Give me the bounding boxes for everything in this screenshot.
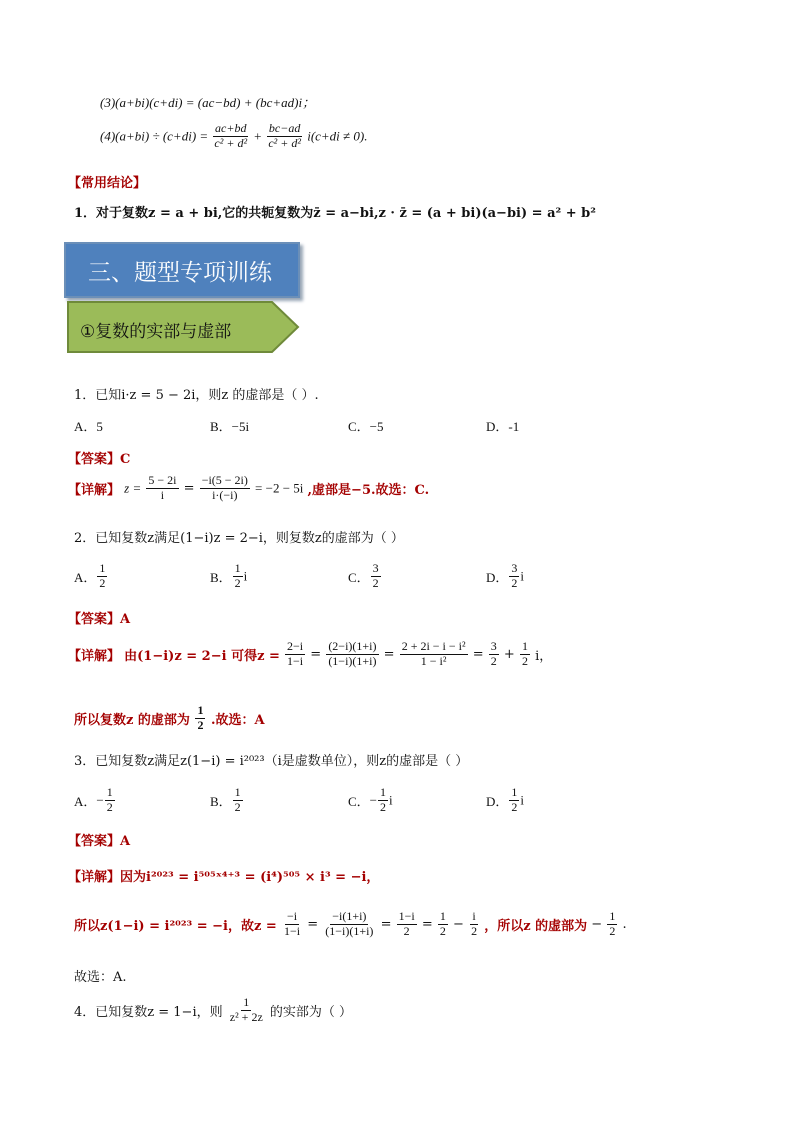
fraction-denominator: c² + d² <box>268 135 301 150</box>
fraction-denominator: 2 <box>609 923 616 938</box>
fraction-denominator: z² + 2z <box>229 1009 263 1024</box>
fraction-denominator: 1−i <box>283 923 301 938</box>
question-1-stem: 1．已知i·z = 5 − 2i，则z 的虚部是（ ）. <box>74 388 319 403</box>
q3-option-a <box>74 786 116 815</box>
detail-fraction-5 <box>469 910 479 939</box>
option-fraction <box>105 786 115 815</box>
option-fraction <box>233 786 243 815</box>
option-letter: A． <box>74 793 97 809</box>
fraction-denominator: 2 <box>511 575 518 590</box>
option-suffix: i <box>520 568 525 584</box>
fraction-denominator: 2 <box>471 923 478 938</box>
detail-fraction-2 <box>200 474 250 503</box>
detail-fraction-3 <box>400 640 468 669</box>
detail-label: 【详解】 <box>68 870 121 885</box>
fraction-numerator: 1−i <box>398 909 415 923</box>
formula-4-prefix: (4)(a+bi) ÷ (c+di) = <box>100 128 209 144</box>
option-letter: B． <box>210 793 232 809</box>
q2-option-c <box>348 562 382 591</box>
equals-sign: = <box>183 480 195 496</box>
q1-option-d: D．-1 <box>486 419 520 434</box>
q4-stem-suffix: 的实部为（ ） <box>269 1004 353 1020</box>
fraction-denominator: 2 <box>372 575 379 590</box>
minus-sign: − <box>591 916 603 932</box>
sub-banner-title: ①复数的实部与虚部 <box>80 322 232 342</box>
fraction-numerator: 3 <box>511 561 518 575</box>
detail-fraction-6 <box>607 910 617 939</box>
detail-fraction-5 <box>520 640 530 669</box>
fraction-denominator: (1−i)(1+i) <box>325 923 374 938</box>
fraction-numerator: 1 <box>106 785 113 799</box>
question-4-stem <box>74 996 352 1025</box>
answer-label: 【答案】 <box>68 834 121 849</box>
fraction-denominator: 2 <box>511 799 518 814</box>
formula-4-fraction-2 <box>266 122 303 151</box>
fraction-denominator: c² + d² <box>214 135 248 150</box>
option-letter: A． <box>74 569 97 585</box>
detail-fraction-4 <box>489 640 499 669</box>
equals-sign: = <box>307 916 319 932</box>
answer-label: 【答案】 <box>68 612 121 627</box>
answer-value: A <box>120 834 131 849</box>
detail-result: = −2 − 5i <box>255 480 304 496</box>
fraction-numerator: −i(1+i) <box>332 909 367 923</box>
fraction-numerator: −i(5 − 2i) <box>201 473 248 487</box>
q1-option-b: B．−5i <box>210 419 250 434</box>
detail-label: 【详解】 <box>68 648 121 664</box>
formula-4 <box>100 122 368 151</box>
fraction-numerator: 1 <box>609 909 616 923</box>
option-sign: − <box>369 792 378 808</box>
fraction-numerator: 1 <box>234 785 241 799</box>
fraction-numerator: 1 <box>234 561 241 575</box>
equals-sign: = <box>383 646 395 662</box>
fraction-numerator: 1 <box>197 703 204 717</box>
fraction-numerator: 5 − 2i <box>148 473 177 487</box>
conclusion-heading: 【常用结论】 <box>68 176 147 191</box>
option-letter: B． <box>210 569 232 585</box>
minus-sign: − <box>453 916 464 932</box>
fraction-numerator: −i <box>286 909 298 923</box>
q2-option-b <box>210 562 247 591</box>
option-suffix: i <box>243 568 248 584</box>
fraction-numerator: 1 <box>99 561 106 575</box>
formula-4-suffix: i(c+di ≠ 0). <box>307 128 368 144</box>
fraction-numerator: 1 <box>380 785 387 799</box>
q3-answer <box>68 830 130 849</box>
equals-sign: = <box>421 916 433 932</box>
conclusion-item-1: 1．对于复数z = a + bi,它的共轭复数为z̄ = a−bi,z · z̄ = (a + bi)(a−bi) = a² + b² <box>74 206 596 221</box>
q2-detail <box>68 640 552 669</box>
detail-end: i， <box>535 648 553 664</box>
fraction-numerator: 1 <box>511 785 518 799</box>
fraction-denominator: 2 <box>521 653 528 668</box>
fraction-numerator: i <box>472 909 476 923</box>
fraction-denominator: 1−i <box>287 653 304 668</box>
q1-answer <box>68 448 130 467</box>
option-letter: D． <box>486 793 509 809</box>
option-fraction <box>233 562 243 591</box>
fraction-numerator: 3 <box>490 639 497 653</box>
detail-conclusion: ,虚部是−5.故选：C. <box>307 482 430 498</box>
detail-fraction-2 <box>323 910 375 939</box>
answer-value: A <box>120 612 131 627</box>
option-suffix: i <box>389 792 393 808</box>
q1-option-c: C．−5 <box>348 419 384 434</box>
section-banner <box>64 242 300 298</box>
equals-sign: = <box>310 646 322 662</box>
option-fraction <box>509 562 519 591</box>
detail-line2-a: 所以z(1−i) = i²⁰²³ = −i，故z = <box>74 918 277 934</box>
period: . <box>622 916 627 932</box>
option-letter: D． <box>486 569 509 585</box>
fraction-denominator: 2 <box>106 799 113 814</box>
detail-z: z = <box>124 480 142 496</box>
fraction-numerator: 3 <box>372 561 379 575</box>
fraction-denominator: 2 <box>403 923 410 938</box>
plus-sign: + <box>253 128 263 144</box>
fraction-denominator: i <box>160 487 165 502</box>
fraction-denominator: 2 <box>234 575 241 590</box>
fraction-numerator: 1 <box>439 909 446 923</box>
fraction-numerator: 2−i <box>287 639 304 653</box>
fraction-numerator: 1 <box>521 639 528 653</box>
fraction-numerator: (2−i)(1+i) <box>328 639 377 653</box>
q3-option-b <box>210 786 244 815</box>
fraction-denominator: 2 <box>490 653 497 668</box>
option-suffix: i <box>520 792 525 808</box>
q3-option-c <box>348 786 393 815</box>
detail-line2-b: ，所以z 的虚部为 <box>484 918 588 934</box>
fraction-denominator: 2 <box>99 575 106 590</box>
fraction-numerator: 2 + 2i − i − i² <box>401 639 466 653</box>
fraction-denominator: 1 − i² <box>420 653 447 668</box>
q3-detail-line-2 <box>74 910 627 939</box>
option-fraction <box>378 786 388 815</box>
q2-answer <box>68 608 130 627</box>
q3-choose: 故选：A. <box>74 970 127 985</box>
detail-label: 【详解】 <box>68 482 121 498</box>
option-letter: C． <box>348 793 370 809</box>
fraction-numerator: 1 <box>243 995 250 1009</box>
fraction-denominator: 2 <box>380 799 387 814</box>
fraction-denominator: 2 <box>197 717 204 732</box>
q2-option-a <box>74 562 108 591</box>
fraction-denominator: 2 <box>439 923 446 938</box>
q2-option-d <box>486 562 524 591</box>
section-banner-title: 三、题型专项训练 <box>88 260 272 286</box>
option-fraction <box>371 562 381 591</box>
detail-line2-suffix: .故选：A <box>210 712 265 728</box>
formula-4-fraction-1 <box>212 122 249 151</box>
detail-fraction-1 <box>285 640 305 669</box>
q4-stem-prefix: 4．已知复数z = 1−i，则 <box>74 1004 223 1020</box>
fraction-denominator: (1−i)(1+i) <box>328 653 377 668</box>
formula-3: (3)(a+bi)(c+di) = (ac−bd) + (bc+ad)i； <box>100 95 316 110</box>
detail-line-1: 因为i²⁰²³ = i⁵⁰⁵ˣ⁴⁺³ = (i⁴)⁵⁰⁵ × i³ = −i， <box>120 870 380 885</box>
answer-label: 【答案】 <box>68 452 121 467</box>
detail-fraction-1 <box>282 910 302 939</box>
option-letter: C． <box>348 569 370 585</box>
option-fraction <box>97 562 107 591</box>
q1-detail <box>68 474 429 503</box>
fraction-denominator: 2 <box>234 799 241 814</box>
option-sign: − <box>96 792 104 808</box>
option-fraction <box>509 786 519 815</box>
equals-sign: = <box>472 646 484 662</box>
q1-option-a: A．5 <box>74 419 103 434</box>
detail-fraction-4 <box>438 910 448 939</box>
detail-line2-fraction <box>195 704 205 733</box>
detail-fraction-2 <box>326 640 378 669</box>
q2-detail-line-2 <box>74 704 265 733</box>
q3-option-d <box>486 786 524 815</box>
answer-value: C <box>120 452 131 467</box>
plus-sign: + <box>503 646 515 662</box>
fraction-numerator: bc−ad <box>268 121 301 135</box>
q4-fraction <box>228 996 265 1025</box>
fraction-denominator: i·(−i) <box>212 487 238 502</box>
detail-prefix: 由(1−i)z = 2−i 可得z = <box>124 648 280 664</box>
question-2-stem: 2．已知复数z满足(1−i)z = 2−i，则复数z的虚部为（ ） <box>74 531 404 546</box>
detail-fraction-3 <box>397 910 417 939</box>
question-3-stem: 3．已知复数z满足z(1−i) = i²⁰²³（i是虚数单位），则z的虚部是（ ） <box>74 754 469 769</box>
detail-fraction-1 <box>146 474 178 503</box>
fraction-numerator: ac+bd <box>215 121 247 135</box>
detail-line2-prefix: 所以复数z 的虚部为 <box>74 712 190 728</box>
q3-detail <box>68 866 379 885</box>
equals-sign: = <box>380 916 392 932</box>
